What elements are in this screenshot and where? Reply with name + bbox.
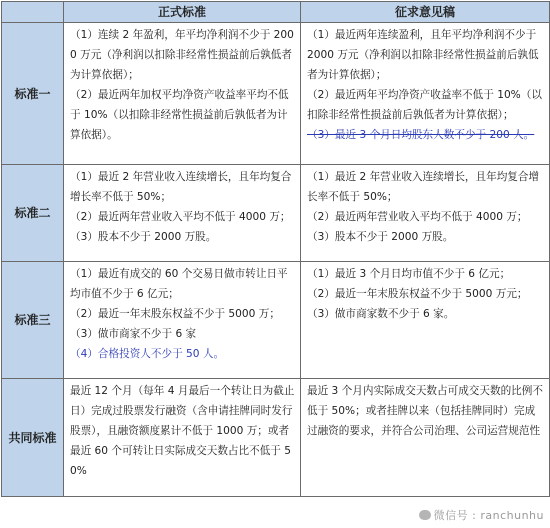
clause: （2）最近一年末股东权益不少于 5000 万； [70, 304, 295, 324]
clause: （1）最近 2 年营业收入连续增长，且年均复合增长率不低于 50%； [307, 167, 544, 207]
comparison-table [1, 1, 550, 497]
table-row [2, 262, 550, 379]
draft-cell [301, 23, 550, 165]
draft-cell [301, 379, 550, 497]
watermark [419, 507, 544, 523]
header-blank [2, 2, 64, 23]
header-formal-standard: 正式标准 [64, 2, 301, 23]
formal-cell [64, 165, 301, 262]
clause: 最近 12 个月（每年 4 月最后一个转让日为截止日）完成过股票发行融资（含申请挂牌同时发行股票），且融资额度累计不低于 1000 万；或者最近 60 个可转让日实际成交天数占比不低于 50% [70, 381, 295, 481]
wechat-icon [419, 510, 431, 520]
clause: （3）股本不少于 2000 万股。 [307, 227, 544, 247]
row-label: 共同标准 [2, 379, 64, 497]
clause: （1）最近有成交的 60 个交易日做市转让日平均市值不少于 6 亿元； [70, 264, 295, 304]
clause: （2）最近两年营业收入平均不低于 4000 万； [307, 207, 544, 227]
clause: （2）最近两年加权平均净资产收益率平均不低于 10%（以扣除非经常性损益前后孰低者为计算依据）。 [70, 85, 295, 145]
header-draft-standard: 征求意见稿 [301, 2, 550, 23]
formal-cell [64, 262, 301, 379]
table-row [2, 379, 550, 497]
struck-clause: （3）最近 3 个月日均股东人数不少于 200 人。 [307, 125, 544, 145]
clause: （1）最近 3 个月日均市值不少于 6 亿元； [307, 264, 544, 284]
row-label: 标准二 [2, 165, 64, 262]
clause: （2）最近两年营业收入平均不低于 4000 万； [70, 207, 295, 227]
table-row [2, 165, 550, 262]
clause: （3）做市商家数不少于 6 家。 [307, 304, 544, 324]
draft-cell [301, 262, 550, 379]
clause: （1）最近两年连续盈利，且年平均净利润不少于 2000 万元（净利润以扣除非经常性损益前后孰低者为计算依据）； [307, 25, 544, 85]
formal-cell [64, 23, 301, 165]
watermark-text: 微信号 : ranchunhu [434, 509, 544, 522]
clause: 最近 3 个月内实际成交天数占可成交天数的比例不低于 50%；或者挂牌以来（包括挂牌同时）完成过融资的要求，并符合公司治理、公司运营规范性 [307, 381, 544, 441]
row-label: 标准三 [2, 262, 64, 379]
header-row [2, 2, 550, 23]
clause: （1）连续 2 年盈利，年平均净利润不少于 2000 万元（净利润以扣除非经常性损益前后孰低者为计算依据）； [70, 25, 295, 85]
formal-cell [64, 379, 301, 497]
clause: （2）最近一年末股东权益不少于 5000 万元； [307, 284, 544, 304]
draft-cell [301, 165, 550, 262]
row-label: 标准一 [2, 23, 64, 165]
clause: （3）股本不少于 2000 万股。 [70, 227, 295, 247]
clause: （2）最近两年平均净资产收益率不低于 10%（以扣除非经常性损益前后孰低者为计算依据）； [307, 85, 544, 125]
clause: （1）最近 2 年营业收入连续增长，且年均复合增长率不低于 50%； [70, 167, 295, 207]
highlighted-clause: （4）合格投资人不少于 50 人。 [70, 344, 295, 364]
clause: （3）做市商家不少于 6 家 [70, 324, 295, 344]
table-row [2, 23, 550, 165]
